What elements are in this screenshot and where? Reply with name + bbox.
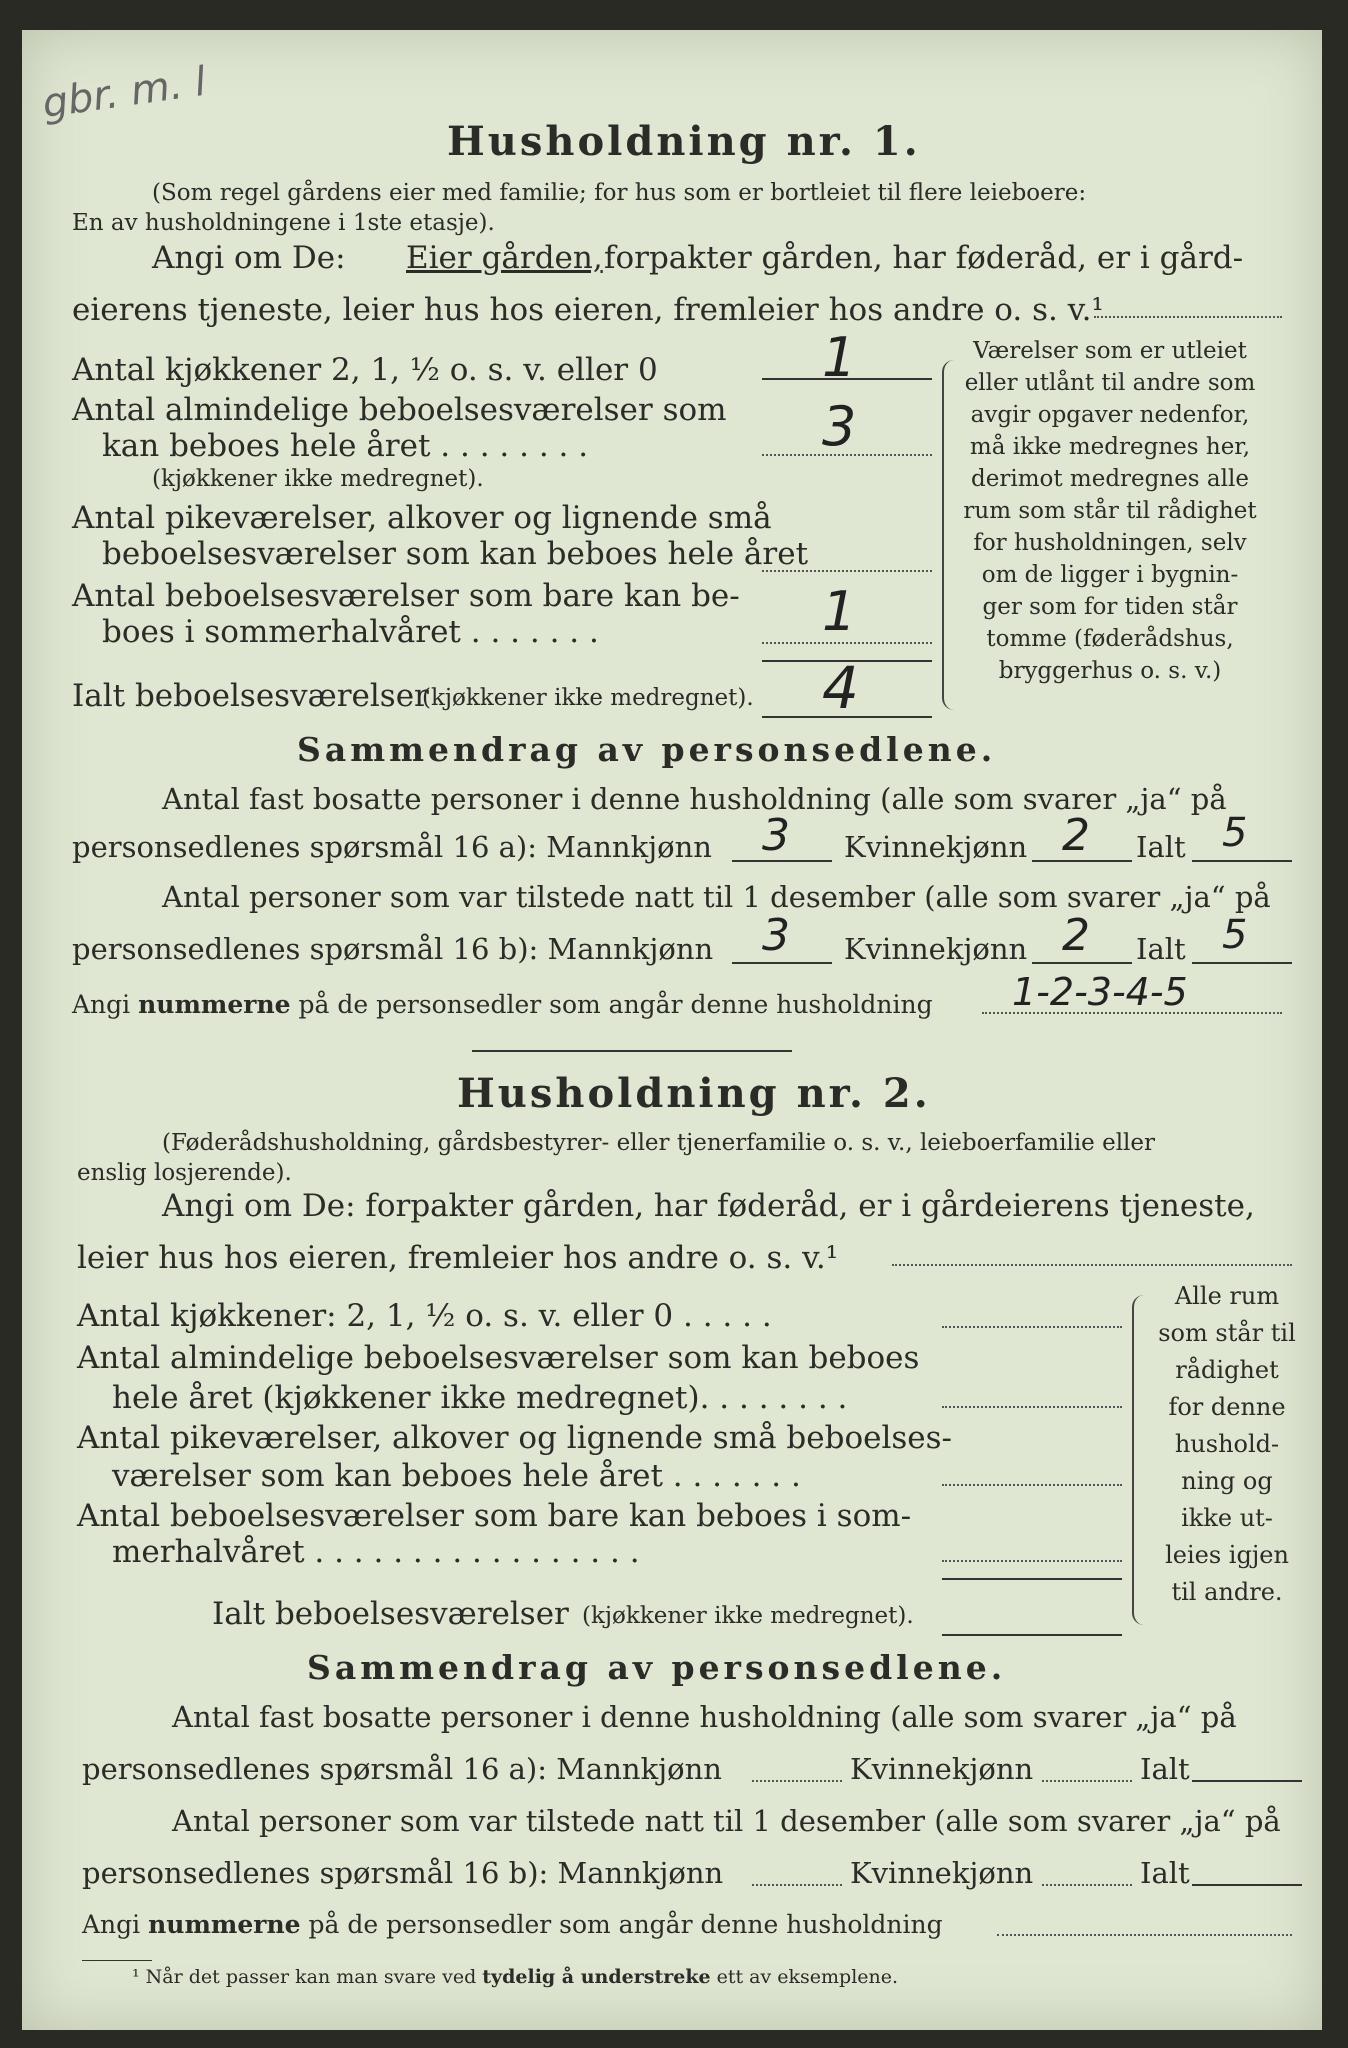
h1-a-total-label: Ialt [1136,830,1186,864]
h2-ordinary-label-b: hele året (kjøkkener ikke medregnet). . . . . . . . [112,1380,848,1416]
h2-side-note-line: som står til [1158,1319,1296,1347]
footnote [132,1966,898,1988]
h1-side-note-line: rum som står til rådighet [963,498,1257,524]
h2-small-label-b: værelser som kan beboes hele året . . . . . . . [112,1458,801,1494]
h1-summer-label-a: Antal beboelsesværelser som bare kan be- [72,578,740,614]
h1-ordinary-label-c: (kjøkkener ikke medregnet). [152,466,484,492]
h1-a-total-answer: 5 [1222,810,1248,856]
h2-a-female-line [1042,1780,1132,1782]
h2-b-female-label: Kvinnekjønn [850,1856,1034,1890]
h2-side-note [1142,1278,1312,1611]
h1-total-label: Ialt beboelsesværelser [72,678,429,714]
h1-side-brace [942,360,958,710]
h2-side-note-line: rådighet [1175,1356,1279,1384]
h2-kitchens-label: Antal kjøkkener: 2, 1, ½ o. s. v. eller 0 . . . . . [77,1298,772,1334]
h1-b-total-answer: 5 [1222,912,1248,958]
household-2-note-line2: enslig losjerende). [77,1160,292,1186]
h1-side-note-line: ger som for tiden står [982,594,1238,620]
household-1-title: Husholdning nr. 1. [447,118,921,165]
h2-a-total-label: Ialt [1140,1752,1190,1786]
h1-angi-numbers-pre: Angi [72,990,131,1019]
household-2-title: Husholdning nr. 2. [457,1070,931,1117]
h2-small-line [942,1484,1122,1486]
h1-b-male-line [732,962,832,964]
h2-a-male-line [752,1780,842,1782]
h1-side-note-line: derimot medregnes alle [971,466,1249,492]
h1-angi-numbers-post: på de personsedler som angår denne husholdning [298,990,933,1019]
h1-summary-title: Sammendrag av personsedlene. [297,730,997,769]
h1-sum-b-line1: Antal personer som var tilstede natt til 1 desember (alle som svarer „ja“ på [162,880,1271,914]
h2-total-label: Ialt beboelsesværelser [212,1596,569,1632]
h2-ordinary-label-a: Antal almindelige beboelsesværelser som kan beboes [77,1340,920,1376]
h1-side-note-line: må ikke medregnes her, [969,434,1251,460]
household-1-note-line1: (Som regel gårdens eier med familie; for hus som er bortleiet til flere leieboere: [152,180,1087,206]
h1-kitchens-answer: 1 [822,326,857,389]
h1-total-note: (kjøkkener ikke medregnet). [422,685,754,711]
h1-b-female-answer: 2 [1062,910,1090,961]
household-2-note-line1: (Føderådshusholdning, gårdsbestyrer- eller tjenerfamilie o. s. v., leieboerfamilie eller [162,1130,1156,1156]
h1-numbers-answer: 1-2-3-4-5 [1012,970,1188,1014]
h2-b-female-line [1042,1884,1132,1886]
h2-sum-b-line1: Antal personer som var tilstede natt til 1 desember (alle som svarer „ja“ på [172,1804,1281,1838]
h1-angi-line2: eierens tjeneste, leier hus hos eieren, fremleier hos andre o. s. v.¹ [72,292,1104,328]
h1-sum-b-line2: personsedlenes spørsmål 16 b): Mannkjønn [72,932,714,966]
h1-b-male-answer: 3 [762,910,790,961]
h1-b-total-label: Ialt [1136,932,1186,966]
h1-ordinary-answer: 3 [822,395,857,458]
h1-side-note-line: tomme (føderådshus, [986,626,1234,652]
footnote-rule [82,1960,152,1961]
h1-a-female-answer: 2 [1062,810,1090,861]
h1-b-female-label: Kvinnekjønn [844,932,1028,966]
h2-ordinary-line [942,1406,1122,1408]
h2-summer-label-a: Antal beboelsesværelser som bare kan beboes i som- [77,1498,912,1534]
h1-side-note-line: bryggerhus o. s. v.) [998,658,1222,684]
h2-angi-numbers-post: på de personsedler som angår denne husholdning [308,1910,943,1939]
footnote-post: ett av eksemplene. [716,1966,899,1988]
h2-angi-numbers-bold: nummerne [148,1910,301,1939]
h1-small-label-a: Antal pikeværelser, alkover og lignende små [72,500,772,536]
h2-angi-numbers [82,1910,943,1939]
h2-angi-line2: leier hus hos eieren, fremleier hos andre o. s. v.¹ [77,1240,839,1276]
h1-sum-a-line1: Antal fast bosatte personer i denne husholdning (alle som svarer „ja“ på [162,782,1227,816]
household-1-note-line2: En av husholdningene i 1ste etasje). [72,210,495,236]
h2-a-female-label: Kvinnekjønn [850,1752,1034,1786]
h1-angi-numbers [72,990,933,1019]
h2-summer-line [942,1560,1122,1562]
h1-ordinary-label-b: kan beboes hele året . . . . . . . . [102,428,589,464]
h2-side-note-line: hushold- [1174,1430,1280,1458]
h2-side-note-line: Alle rum [1174,1282,1280,1310]
h2-numbers-line [997,1934,1292,1936]
h1-b-total-line [1192,962,1292,964]
h2-angi-numbers-pre: Angi [82,1910,141,1939]
h1-side-note [960,335,1260,687]
section-divider [472,1050,792,1052]
h2-side-note-line: ikke ut- [1181,1504,1273,1532]
h1-b-female-line [1032,962,1132,964]
h2-kitchens-line [942,1326,1122,1328]
h2-side-note-line: leies igjen [1165,1541,1289,1569]
h1-small-line [762,570,932,572]
h2-side-note-line: til andre. [1171,1578,1283,1606]
h1-a-total-line [1192,860,1292,862]
h1-side-note-line: Værelser som er utleiet [973,338,1247,364]
h2-b-male-line [752,1884,842,1886]
h1-angi-prefix: Angi om De: [152,240,346,276]
h2-angi-line1: Angi om De: forpakter gården, har føderåd, er i gårdeierens tjeneste, [162,1188,1255,1224]
h1-sum-a-line2: personsedlenes spørsmål 16 a): Mannkjønn [72,830,712,864]
h2-summer-label-b: merhalvåret . . . . . . . . . . . . . . . . . [112,1534,640,1570]
h1-summer-answer: 1 [822,580,857,643]
census-form-page [22,30,1322,2030]
h2-angi-fill-line [892,1264,1292,1266]
h1-side-note-line: eller utlånt til andre som [964,370,1256,396]
h1-side-note-line: for husholdningen, selv [973,530,1247,556]
h1-kitchens-label: Antal kjøkkener 2, 1, ½ o. s. v. eller 0 [72,352,658,388]
h2-summary-title: Sammendrag av personsedlene. [307,1648,1007,1687]
footnote-pre: ¹ Når det passer kan man svare ved [132,1966,477,1988]
h1-side-note-line: avgir opgaver nedenfor, [970,402,1250,428]
h1-total-answer: 4 [822,654,859,722]
h2-total-note: (kjøkkener ikke medregnet). [582,1603,914,1629]
h2-sum-a-line1: Antal fast bosatte personer i denne husholdning (alle som svarer „ja“ på [172,1700,1237,1734]
h2-total-line [942,1634,1122,1636]
footnote-bold: tydelig å understreke [482,1966,711,1988]
h2-side-note-line: for denne [1168,1393,1286,1421]
h1-a-male-answer: 3 [762,810,790,861]
h1-angi-underlined-answer: Eier gården, [406,240,603,276]
h1-angi-fill-line [1094,316,1282,318]
h1-summer-label-b: boes i sommerhalvåret . . . . . . . [102,614,599,650]
h1-small-label-b: beboelsesværelser som kan beboes hele året [102,536,809,572]
h1-angi-numbers-bold: nummerne [138,990,291,1019]
h2-sum-a-line2: personsedlenes spørsmål 16 a): Mannkjønn [82,1752,722,1786]
h1-side-note-line: om de ligger i bygnin- [981,562,1239,588]
h2-small-label-a: Antal pikeværelser, alkover og lignende små beboelses- [77,1420,953,1456]
h2-a-total-line [1192,1780,1302,1782]
h1-angi-rest: forpakter gården, har føderåd, er i gård- [604,240,1244,276]
h1-a-female-label: Kvinnekjønn [844,830,1028,864]
h2-b-total-line [1192,1884,1302,1886]
h2-summer-sum-line [942,1578,1122,1580]
h2-b-total-label: Ialt [1140,1856,1190,1890]
h2-side-note-line: ning og [1181,1467,1273,1495]
h1-ordinary-label-a: Antal almindelige beboelsesværelser som [72,392,727,428]
h2-sum-b-line2: personsedlenes spørsmål 16 b): Mannkjønn [82,1856,724,1890]
pencil-note: gbr. m. l [39,58,209,128]
